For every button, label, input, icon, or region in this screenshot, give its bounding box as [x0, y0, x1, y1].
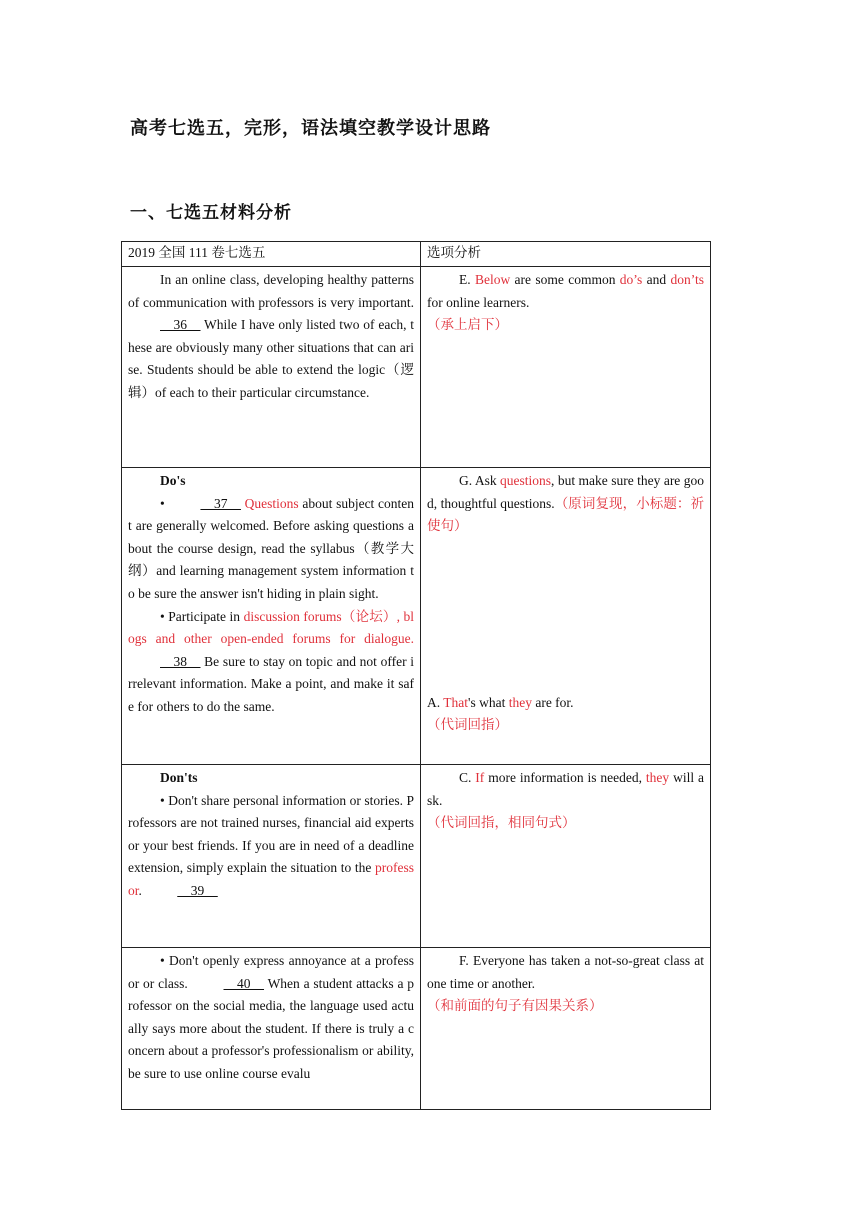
passage-text: • Participate in [160, 608, 244, 624]
highlight-word: professor [128, 860, 414, 898]
analysis-note: （代词回指） [427, 717, 508, 733]
highlight-word: Below [474, 272, 511, 287]
passage-text: When a student attacks a professor on the social media, the language used actually says more about the student. If there is truly a concern about a professor's professionalism or ability, be sure to use online course evalu [128, 975, 415, 1081]
option-text: F. Everyone has taken a not-so-great class at one time or another. [427, 953, 704, 991]
option-text: for online learners. [427, 294, 530, 310]
table-header-passage: 2019 全国 111 卷七选五 [122, 242, 421, 267]
passage-text: . [138, 882, 146, 898]
table-row [122, 267, 711, 468]
analysis-cell [421, 267, 711, 468]
option-text: 's what [468, 694, 509, 710]
passage-text: • Don't openly express annoyance at a professor or class. [128, 953, 414, 991]
passage-cell [122, 468, 421, 765]
analysis-cell [421, 765, 711, 948]
blank-39: 39 [177, 882, 218, 898]
blank-37: 37 [200, 495, 241, 511]
analysis-note: （原词复现，小标题：祈使句） [427, 495, 705, 534]
option-text: A. [427, 694, 444, 710]
option-text: G. Ask [459, 473, 501, 488]
blank-40: 40 [223, 975, 265, 991]
analysis-cell [421, 948, 711, 1110]
option-text: will ask. [427, 770, 704, 808]
table-row [122, 765, 711, 948]
option-text: are some common [510, 272, 620, 287]
highlight-word: they [508, 694, 532, 710]
passage-text: about subject content are generally welcomed. Before asking questions about the course design, read the syllabus（教学大纲）and learning management system information to be sure the answer isn't hiding in plain sight. [128, 495, 415, 601]
table-row [122, 468, 711, 765]
highlight-phrase: discussion forums（论坛）, blogs and other open-ended forums for dialogue. [128, 608, 414, 647]
analysis-note: （和前面的句子有因果关系） [427, 998, 603, 1014]
analysis-note: （代词回指，相同句式） [427, 815, 576, 831]
analysis-note: （承上启下） [427, 317, 508, 333]
option-text: more information is needed, [484, 770, 646, 785]
highlight-word: Questions [240, 495, 299, 511]
analysis-table [121, 241, 711, 1110]
passage-cell [122, 765, 421, 948]
passage-text: • Don't share personal information or stories. Professors are not trained nurses, financial aid experts or your best friends. If you are in need of a deadline extension, simply explain the situation to the [128, 792, 414, 876]
table-row [122, 948, 711, 1110]
bullet: • [160, 495, 169, 511]
highlight-word: they [645, 770, 670, 785]
highlight-word: If [475, 770, 485, 785]
subheading-donts: Don'ts [160, 770, 198, 785]
section-heading: 一、七选五材料分析 [130, 203, 292, 223]
option-text: C. [459, 770, 476, 785]
subheading-dos: Do's [160, 473, 186, 488]
blank-38: 38 [160, 653, 201, 669]
passage-cell [122, 948, 421, 1110]
option-text: E. [459, 272, 475, 287]
option-text: are for. [531, 694, 574, 710]
blank-36: 36 [160, 317, 201, 333]
highlight-word: don’ts [670, 272, 704, 287]
table-header-analysis: 选项分析 [421, 242, 711, 267]
highlight-word: do’s [619, 272, 643, 287]
passage-text: Be sure to stay on topic and not offer irrelevant information. Make a point, and make it safe for others to do the same. [128, 653, 414, 714]
passage-cell [122, 267, 421, 468]
highlight-word: questions [500, 473, 552, 488]
analysis-cell [421, 468, 711, 765]
option-text: and [642, 272, 671, 287]
page-title: 高考七选五，完形，语法填空教学设计思路 [130, 118, 491, 139]
option-text: , but make sure they are good, thoughtful questions. [427, 473, 704, 511]
highlight-word: That [443, 694, 469, 710]
passage-text: While I have only listed two of each, these are obviously many other situations that can arise. Students should be able to extend the logic（逻辑）of each to their particular circumstance. [128, 317, 414, 400]
passage-text: In an online class, developing healthy patterns of communication with professors is very important. [128, 272, 414, 310]
